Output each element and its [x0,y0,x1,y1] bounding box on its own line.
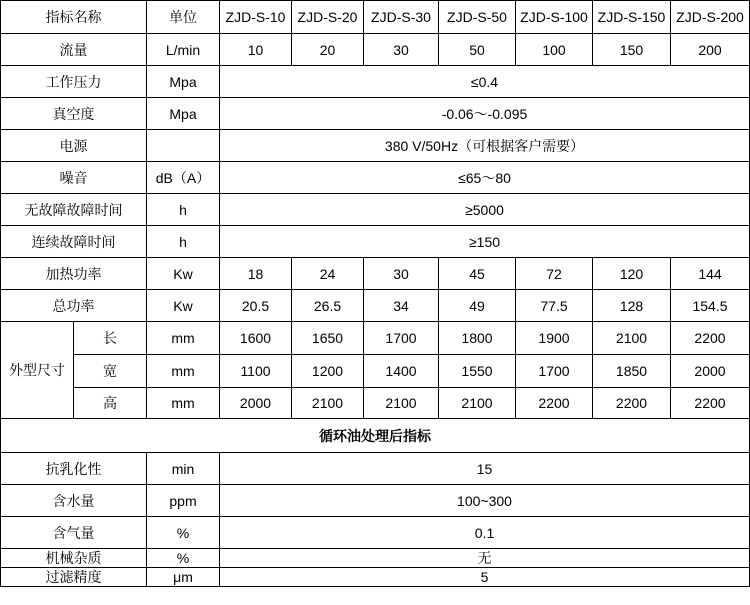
row-unit: mm [147,388,220,419]
row-unit: Mpa [147,98,220,130]
row-name: 含水量 [1,485,147,517]
row-unit: min [147,453,220,485]
cell-value: 2100 [292,388,364,419]
cell-value: -0.06～-0.095 [220,98,750,130]
dimension-label: 高 [74,388,147,419]
cell-value: 144 [671,258,750,290]
cell-value: 1650 [292,322,364,355]
cell-value: 1550 [439,355,516,388]
header-model: ZJD-S-100 [516,1,593,34]
cell-value: 34 [364,290,439,322]
cell-value: 15 [220,453,750,485]
row-unit: Mpa [147,66,220,98]
table-row [1,517,750,549]
cell-value: 20.5 [220,290,292,322]
table-row [1,355,750,388]
cell-value: ≤0.4 [220,66,750,98]
row-unit: % [147,517,220,549]
row-unit: h [147,226,220,258]
header-name: 指标名称 [1,1,147,34]
cell-value: ≥150 [220,226,750,258]
cell-value: 30 [364,34,439,66]
cell-value: 2200 [671,322,750,355]
cell-value: 1800 [439,322,516,355]
table-row [1,485,750,517]
cell-value: 0.1 [220,517,750,549]
cell-value: ≤65～80 [220,162,750,194]
cell-value: 5 [220,568,750,587]
row-name: 过滤精度 [1,568,147,587]
cell-value: 2100 [439,388,516,419]
cell-value: 154.5 [671,290,750,322]
table-row [1,130,750,162]
header-unit: 单位 [147,1,220,34]
cell-value: 1100 [220,355,292,388]
cell-value: 无 [220,549,750,568]
row-name: 无故障故障时间 [1,194,147,226]
cell-value: 2200 [593,388,671,419]
table-row [1,34,750,66]
cell-value: 10 [220,34,292,66]
section-row [1,419,750,453]
header-model: ZJD-S-10 [220,1,292,34]
row-name: 加热功率 [1,258,147,290]
row-unit: dB（A） [147,162,220,194]
cell-value: 128 [593,290,671,322]
cell-value: 24 [292,258,364,290]
row-unit: Kw [147,290,220,322]
row-name: 含气量 [1,517,147,549]
row-name: 电源 [1,130,147,162]
cell-value: 120 [593,258,671,290]
row-name: 机械杂质 [1,549,147,568]
header-row [1,1,750,34]
cell-value: 1600 [220,322,292,355]
row-name: 连续故障时间 [1,226,147,258]
table-row [1,453,750,485]
header-model: ZJD-S-30 [364,1,439,34]
cell-value: 72 [516,258,593,290]
header-model: ZJD-S-20 [292,1,364,34]
table-row [1,549,750,568]
row-unit: ppm [147,485,220,517]
row-unit: mm [147,322,220,355]
table-row [1,258,750,290]
row-unit: mm [147,355,220,388]
cell-value: 1700 [364,322,439,355]
table-row [1,388,750,419]
cell-value: 45 [439,258,516,290]
row-unit: Kw [147,258,220,290]
header-model: ZJD-S-50 [439,1,516,34]
table-row [1,66,750,98]
cell-value: 100~300 [220,485,750,517]
cell-value: 1700 [516,355,593,388]
header-model: ZJD-S-200 [671,1,750,34]
cell-value: 2200 [516,388,593,419]
row-unit [147,130,220,162]
cell-value: 1850 [593,355,671,388]
cell-value: 2000 [220,388,292,419]
dimension-label: 长 [74,322,147,355]
cell-value: 2100 [593,322,671,355]
cell-value: 2000 [671,355,750,388]
cell-value: 77.5 [516,290,593,322]
table-row [1,290,750,322]
cell-value: 100 [516,34,593,66]
row-name: 真空度 [1,98,147,130]
row-unit: μm [147,568,220,587]
row-name: 噪音 [1,162,147,194]
row-name: 工作压力 [1,66,147,98]
cell-value: 18 [220,258,292,290]
row-name: 总功率 [1,290,147,322]
cell-value: 1900 [516,322,593,355]
cell-value: ≥5000 [220,194,750,226]
row-name: 抗乳化性 [1,453,147,485]
table-row [1,98,750,130]
row-unit: L/min [147,34,220,66]
cell-value: 380 V/50Hz（可根据客户需要） [220,130,750,162]
row-unit: % [147,549,220,568]
cell-value: 2200 [671,388,750,419]
cell-value: 200 [671,34,750,66]
table-row [1,322,750,355]
cell-value: 150 [593,34,671,66]
cell-value: 20 [292,34,364,66]
table-row [1,194,750,226]
cell-value: 50 [439,34,516,66]
cell-value: 30 [364,258,439,290]
section-title: 循环油处理后指标 [1,419,750,453]
cell-value: 2100 [364,388,439,419]
cell-value: 1400 [364,355,439,388]
cell-value: 26.5 [292,290,364,322]
table-row [1,568,750,587]
dimensions-label: 外型尺寸 [1,322,74,419]
cell-value: 1200 [292,355,364,388]
row-unit: h [147,194,220,226]
header-model: ZJD-S-150 [593,1,671,34]
table-row [1,162,750,194]
row-name: 流量 [1,34,147,66]
table-row [1,226,750,258]
dimension-label: 宽 [74,355,147,388]
cell-value: 49 [439,290,516,322]
